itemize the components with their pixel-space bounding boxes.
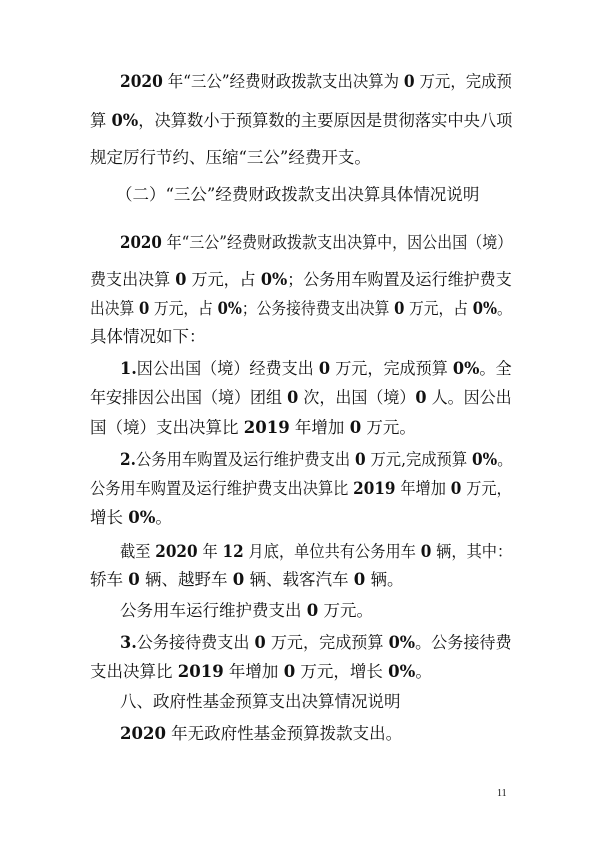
gov-fund-line: 2020 年无政府性基金预算拨款支出。 [120, 724, 403, 743]
item-2-line-3: 增长 0%。 [90, 508, 172, 527]
section-heading: （二）“三公”经费财政拨款支出决算具体情况说明 [116, 185, 480, 204]
item-3-line-2: 支出决算比 2019 年增加 0 万元，增长 0%。 [90, 662, 432, 681]
budget-summary-line-1: 2020 年“三公”经费财政拨款支出决算为 0 万元，完成预 [120, 72, 512, 91]
item-1-line-1: 1.因公出国（境）经费支出 0 万元，完成预算 0%。全 [120, 359, 512, 378]
item-1-line-3: 国（境）支出决算比 2019 年增加 0 万元。 [90, 418, 416, 437]
vehicles-line-1: 截至 2020 年 12 月底，单位共有公务用车 0 辆，其中： [120, 542, 513, 561]
budget-summary-line-2: 算 0%，决算数小于预算数的主要原因是贯彻落实中央八项 [90, 111, 513, 130]
section-8-heading: 八、政府性基金预算支出决算情况说明 [120, 692, 401, 711]
breakdown-line-4: 具体情况如下： [90, 327, 206, 346]
budget-summary-line-3: 规定厉行节约、压缩“三公”经费开支。 [90, 148, 371, 167]
item-1-line-2: 年安排因公出国（境）团组 0 次，出国（境）0 人。因公出 [90, 388, 512, 407]
page-number: 11 [497, 788, 507, 799]
item-3-line-1: 3.公务接待费支出 0 万元，完成预算 0%。公务接待费 [120, 633, 512, 652]
breakdown-line-3: 出决算 0 万元，占 0%；公务接待费支出决算 0 万元，占 0%。 [90, 299, 512, 318]
breakdown-line-1: 2020 年“三公”经费财政拨款支出决算中，因公出国（境） [120, 233, 513, 252]
vehicles-line-2: 轿车 0 辆、越野车 0 辆、载客汽车 0 辆。 [90, 570, 404, 589]
item-2-line-1: 2.公务用车购置及运行维护费支出 0 万元,完成预算 0%。 [120, 450, 513, 469]
breakdown-line-2: 费支出决算 0 万元，占 0%；公务用车购置及运行维护费支 [90, 270, 512, 289]
vehicle-maintenance-line: 公务用车运行维护费支出 0 万元。 [120, 601, 373, 620]
item-2-line-2: 公务用车购置及运行维护费支出决算比 2019 年增加 0 万元， [90, 479, 512, 498]
